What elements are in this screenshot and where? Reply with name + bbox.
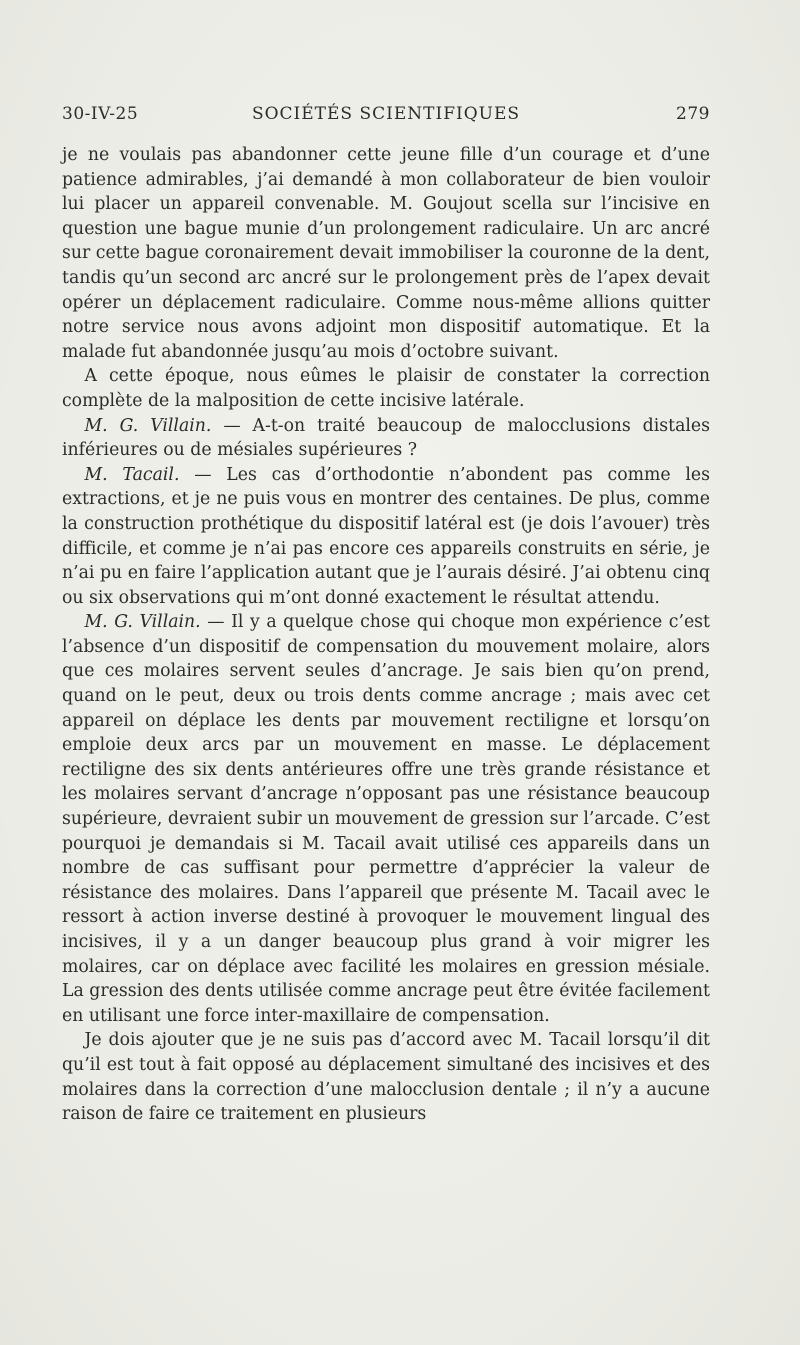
paragraph-text: je ne voulais pas abandonner cette jeune fille d’un courage et d’une patience admirables, j’ai demandé à mon collaborateur de bien vouloir lui placer un appareil convenable. M. Goujout scella sur l’incisive en question une bague munie d’un prolongement radiculaire. Un arc ancré sur cette bague coronairement devait immobiliser la couronne de la dent, tandis qu’un second arc ancré sur le prolongement près de l’apex devait opérer un déplacement radiculaire. Comme nous-même allions quitter notre service nous avons adjoint mon dispositif automatique. Et la malade fut abandonnée jusqu’au mois d’octobre suivant.: [62, 145, 710, 362]
paragraph-3: [62, 414, 710, 463]
running-header: [62, 104, 710, 130]
speaker-name: M. G. Villain.: [84, 415, 212, 436]
page-number: 279: [676, 104, 710, 124]
paragraph-4: [62, 463, 710, 611]
paragraph-2: [62, 364, 710, 413]
paragraph-text: — Il y a quelque chose qui choque mon expérience c’est l’absence d’un dispositif de compensation du mouvement molaire, alors que ces molaires servent seules d’ancrage. Je sais bien qu’on prend, quand on le peut, deux ou trois dents comme ancrage ; mais avec cet appareil on déplace les dents par mouvement rectiligne et lorsqu’on emploie deux arcs par un mouvement en masse. Le déplacement rectiligne des six dents antérieures offre une très grande résistance et les molaires servant d’ancrage n’opposant pas une résistance beaucoup supérieure, devraient subir un mouvement de gression sur l’arcade. C’est pourquoi je demandais si M. Tacail avait utilisé ces appareils dans un nombre de cas suffisant pour permettre d’apprécier la valeur de résistance des molaires. Dans l’appareil que présente M. Tacail avec le ressort à action inverse destiné à provoquer le mouvement lingual des incisives, il y a un danger beaucoup plus grand à voir migrer les molaires, car on déplace avec facilité les molaires en gression mésiale. La gression des dents utilisée comme ancrage peut être évitée facilement en utilisant une force inter-maxillaire de compensation.: [62, 612, 711, 1026]
speaker-name: M. Tacail.: [84, 464, 180, 485]
paragraph-1: [62, 143, 710, 364]
header-title: SOCIÉTÉS SCIENTIFIQUES: [251, 104, 521, 124]
paragraph-text: — A-t-on traité beaucoup de malocclusions distales inférieures ou de mésiales supérieures ?: [62, 415, 710, 461]
paragraph-6: [62, 1028, 710, 1126]
paragraph-text: — Les cas d’orthodontie n’abondent pas comme les extractions, et je ne puis vous en montrer des centaines. De plus, comme la construction prothétique du dispositif latéral est (je dois l’avouer) très difficile, et comme je n’ai pas encore ces appareils construits en série, je n’ai pu en faire l’application autant que je l’aurais désiré. J’ai obtenu cinq ou six observations qui m’ont donné exactement le résultat attendu.: [62, 464, 711, 608]
paragraph-text: Je dois ajouter que je ne suis pas d’accord avec M. Tacail lorsqu’il dit qu’il est tout à fait opposé au déplacement simultané des incisives et des molaires dans la correction d’une malocclusion dentale ; il n’y a aucune raison de faire ce traitement en plusieurs: [62, 1030, 710, 1125]
paragraph-5: [62, 610, 710, 1028]
header-date: 30-IV-25: [62, 104, 139, 124]
paragraph-text: A cette époque, nous eûmes le plaisir de constater la correction complète de la malposition de cette incisive latérale.: [62, 366, 710, 411]
speaker-name: M. G. Villain.: [84, 612, 201, 633]
body-text: [62, 143, 710, 1127]
